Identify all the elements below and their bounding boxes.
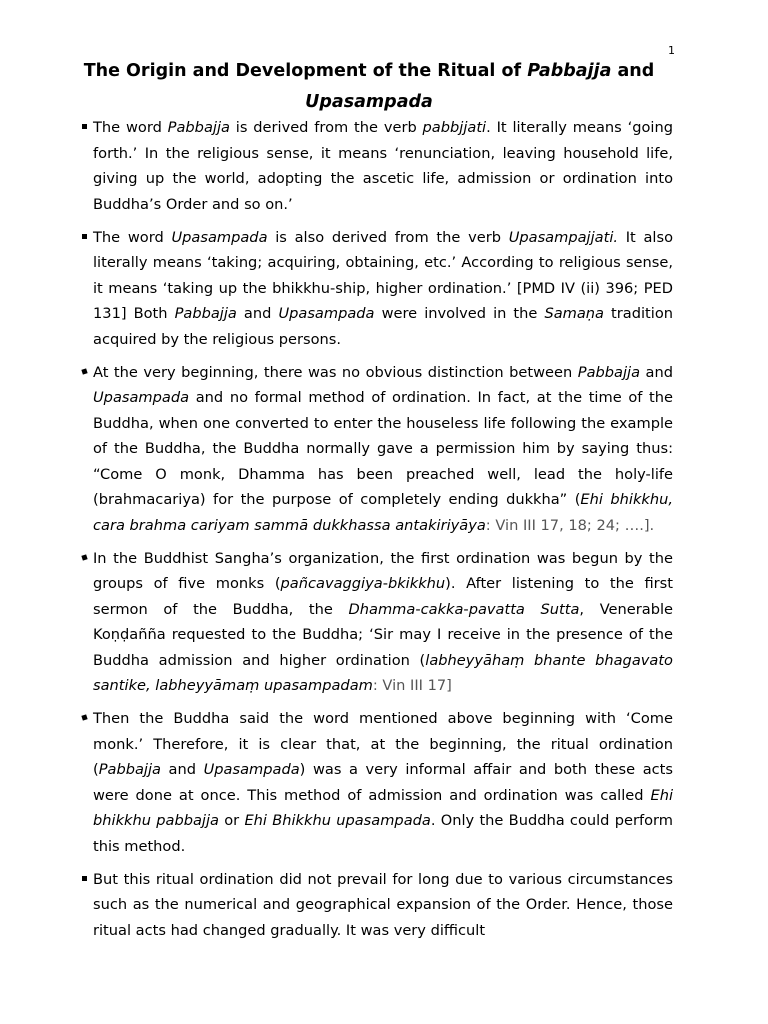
paragraph-text: -: [463, 600, 469, 618]
paragraph-text: ). After listening to the first sermon of the Buddha, the: [93, 575, 674, 618]
title-text: and: [611, 61, 655, 81]
paragraph-text: -: [382, 575, 388, 592]
title-text: The Origin and Development of the Ritual of: [83, 61, 528, 81]
paragraph-text: Then the Buddha said the word mentioned above beginning with ‘Come monk.’ Therefore, it is clear that, at the beginning, the ritual ordination (: [93, 710, 673, 778]
paragraph-italic-term: Ehi bhikkhu pabbajja: [93, 786, 673, 829]
bullet-paragraph-6: [93, 867, 673, 944]
paragraph-text: were involved in the: [374, 305, 545, 322]
paragraph-italic-term: labheyyāhaṃ bhante bhagavato santike, labheyyāmaṃ upasampadam: [93, 651, 673, 694]
paragraph-text: It also literally means ‘taking; acquiring, obtaining, etc.’ According to religious sense, it means ‘taking up the bhikkhu-ship, higher ordination.’ [PMD IV (ii) 396; PED 131] Both: [93, 228, 673, 322]
paragraph-text: -: [415, 600, 421, 618]
paragraph-text: ) was a very informal affair and both these acts were done at once. This method of admission and ordination was called: [93, 761, 673, 804]
paragraph-text: The word: [93, 119, 168, 136]
paragraph-text: or: [218, 812, 245, 829]
bullet-paragraph-5: [93, 706, 673, 859]
paragraph-text: In the Buddhist Sangha’s organization, the first ordination was begun by the groups of five monks (: [93, 549, 673, 592]
title-italic-term: Upasampada: [305, 92, 433, 112]
title-italic-term: Pabbajja: [527, 61, 612, 81]
paragraph-text: , Venerable Koṇḍañña requested to the Buddha; ‘Sir may I receive in the presence of the Buddha admission and higher ordination (: [93, 600, 673, 669]
paragraph-text: tradition acquired by the religious persons.: [93, 305, 673, 348]
paragraph-italic-term: Ehi bhikkhu, cara brahma cariyam sammā dukkhassa antakiriyāya: [93, 491, 673, 534]
paragraph-italic-term: Upasampada: [93, 389, 190, 406]
paragraph-text: and: [236, 305, 279, 322]
paragraph-italic-term: Ehi Bhikkhu upasampada: [244, 812, 431, 829]
citation-reference: : Vin III 17, 18; 24; ….].: [485, 516, 655, 534]
paragraph-italic-term: Upasampada: [203, 761, 300, 778]
document-body: [93, 115, 673, 951]
paragraph-italic-term: bkikkhu: [387, 575, 446, 592]
bullet-square-icon: [82, 234, 87, 239]
paragraph-text: is also derived from the verb: [267, 228, 509, 246]
bullet-square-icon: [81, 714, 87, 720]
paragraph-italic-term: Dhamma: [348, 600, 416, 618]
bullet-square-icon: [81, 554, 87, 560]
page-number: 1: [668, 44, 675, 57]
paragraph-italic-term: Pabbajja: [98, 761, 161, 778]
paragraph-text: and: [160, 761, 204, 778]
bullet-paragraph-1: [93, 115, 673, 217]
paragraph-italic-term: Pabbajja: [167, 119, 230, 136]
paragraph-text: is derived from the verb: [229, 119, 423, 136]
bullet-paragraph-3: [93, 360, 673, 539]
paragraph-italic-term: pabbjjati: [422, 119, 487, 136]
paragraph-text: But this ritual ordination did not prevail for long due to various circumstances such as the numerical and geographical expansion of the Order. Hence, those ritual acts had changed gradually. It was very difficult: [93, 870, 673, 939]
paragraph-italic-term: Pabbajja: [577, 363, 641, 381]
paragraph-text: . It literally means ‘going forth.’ In the religious sense, it means ‘renunciation, leaving household life, giving up the world, adopting the ascetic life, admission or ordination into Buddha’s Order and so on.’: [93, 119, 673, 213]
paragraph-text: The word: [93, 228, 172, 246]
paragraph-italic-term: Upasampada: [278, 305, 375, 322]
paragraph-text: and no formal method of ordination. In fact, at the time of the Buddha, when one converted to enter the houseless life following the example of the Buddha, the Buddha normally gave a permission him by saying thus: “Come O monk, Dhamma has been preached well, lead the holy-life (brahmacariya) for the purpose of completely ending dukkha” (: [93, 389, 673, 508]
document-title: [60, 56, 678, 118]
citation-reference: : Vin III 17]: [372, 677, 452, 694]
bullet-square-icon: [81, 368, 87, 374]
paragraph-text: and: [640, 363, 673, 381]
paragraph-italic-term: pavatta Sutta: [468, 600, 580, 618]
paragraph-italic-term: Upasampajjati.: [508, 228, 619, 246]
bullet-paragraph-4: [93, 546, 673, 699]
bullet-square-icon: [82, 124, 87, 129]
paragraph-italic-term: cakka: [420, 600, 464, 618]
paragraph-italic-term: Samaṇa: [544, 305, 604, 322]
paragraph-italic-term: pañcavaggiya: [280, 575, 383, 592]
paragraph-italic-term: Pabbajja: [174, 305, 237, 322]
bullet-square-icon: [82, 876, 87, 881]
bullet-paragraph-2: [93, 225, 673, 353]
paragraph-text: At the very beginning, there was no obvious distinction between: [93, 363, 578, 381]
paragraph-italic-term: Upasampada: [171, 228, 268, 246]
paragraph-text: . Only the Buddha could perform this method.: [93, 812, 673, 855]
